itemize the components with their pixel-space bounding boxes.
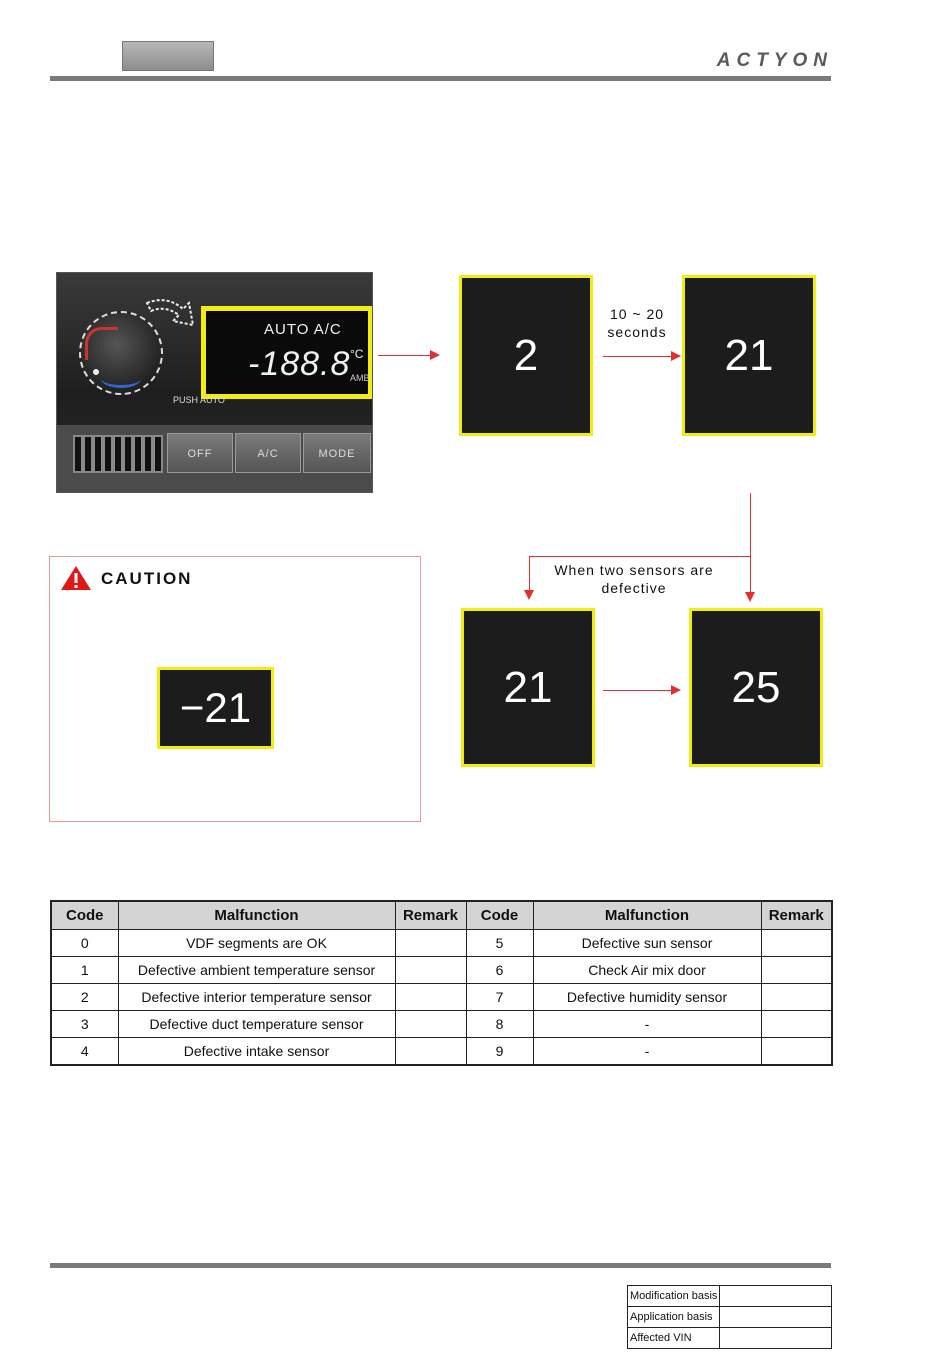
header-malfunction: Malfunction (533, 901, 761, 930)
table-row (51, 957, 832, 984)
arrow-head (745, 592, 755, 602)
table-row (51, 1011, 832, 1038)
delay-label-line1: 10 ~ 20 (609, 306, 665, 322)
code-display-branch-left (461, 608, 595, 767)
code-display-value: 2 (513, 330, 539, 380)
cell-malfunction: Check Air mix door (533, 957, 761, 984)
caution-example-display (157, 667, 274, 749)
cell-malfunction: Defective humidity sensor (533, 984, 761, 1011)
table-row (628, 1286, 832, 1307)
cell-malfunction: - (533, 1011, 761, 1038)
cell-remark (761, 984, 832, 1011)
branch-line-left (529, 556, 530, 592)
header-remark: Remark (395, 901, 466, 930)
cell-malfunction: Defective intake sensor (118, 1038, 395, 1066)
cell-code: 2 (51, 984, 118, 1011)
code-display-first (459, 275, 593, 436)
cell-code: 5 (466, 930, 533, 957)
table-row (628, 1328, 832, 1349)
branch-line-horizontal (529, 556, 751, 557)
delay-label (598, 305, 676, 341)
table-header-row (51, 901, 832, 930)
cell-malfunction: - (533, 1038, 761, 1066)
cell-remark (761, 1038, 832, 1066)
branch-label (540, 561, 728, 597)
lcd-digits: -188.8 (248, 345, 351, 383)
cell-code: 4 (51, 1038, 118, 1066)
info-label: Affected VIN (628, 1328, 720, 1349)
push-auto-label: PUSH AUTO (173, 395, 225, 405)
arrow-line (378, 355, 432, 356)
branch-line-right (750, 493, 751, 593)
off-button: OFF (167, 433, 233, 473)
table-row (51, 984, 832, 1011)
info-label: Modification basis (628, 1286, 720, 1307)
knob-cold-arc (101, 369, 141, 388)
code-display-branch-right (689, 608, 823, 767)
cell-remark (395, 984, 466, 1011)
mode-button: MODE (303, 433, 371, 473)
cell-code: 7 (466, 984, 533, 1011)
footer-rule (50, 1263, 831, 1268)
arrow-line (603, 690, 673, 691)
code-display-second (682, 275, 816, 436)
air-vent-grille (73, 435, 163, 473)
cell-malfunction: Defective interior temperature sensor (118, 984, 395, 1011)
code-display-value: 25 (731, 662, 781, 712)
cell-code: 6 (466, 957, 533, 984)
control-panel-photo (56, 272, 373, 493)
header-remark: Remark (761, 901, 832, 930)
lcd-amb-label: AMB (350, 373, 370, 383)
cell-remark (395, 1038, 466, 1066)
info-label: Application basis (628, 1307, 720, 1328)
warning-triangle-icon (60, 565, 92, 591)
header-code: Code (51, 901, 118, 930)
cell-code: 1 (51, 957, 118, 984)
press-arrow-icon (143, 295, 203, 329)
cell-remark (761, 930, 832, 957)
header-tab-graphic (122, 41, 214, 71)
code-display-value: 21 (503, 662, 553, 712)
branch-label-line1: When two sensors are (554, 562, 714, 578)
header-rule (50, 76, 831, 81)
info-value (720, 1286, 832, 1307)
malfunction-code-table (50, 900, 833, 1066)
arrow-head (671, 685, 681, 695)
cell-malfunction: Defective ambient temperature sensor (118, 957, 395, 984)
table-row (51, 930, 832, 957)
lcd-display-highlight (201, 306, 373, 399)
cell-code: 9 (466, 1038, 533, 1066)
info-value (720, 1328, 832, 1349)
cell-malfunction: Defective duct temperature sensor (118, 1011, 395, 1038)
knob-hot-arc (85, 327, 118, 360)
knob-indicator-dot (93, 369, 99, 375)
cell-remark (761, 957, 832, 984)
cell-malfunction: VDF segments are OK (118, 930, 395, 957)
delay-label-line2: seconds (607, 324, 667, 340)
brand-logo: ACTYON (716, 50, 833, 71)
arrow-head (524, 590, 534, 600)
info-value (720, 1307, 832, 1328)
lcd-unit: °C (350, 347, 364, 361)
cell-remark (761, 1011, 832, 1038)
cell-remark (395, 930, 466, 957)
cell-code: 8 (466, 1011, 533, 1038)
lcd-mode-text: AUTO A/C (264, 321, 342, 338)
caution-title: CAUTION (101, 569, 193, 588)
branch-label-line2: defective (601, 580, 667, 596)
ac-button: A/C (235, 433, 301, 473)
header-malfunction: Malfunction (118, 901, 395, 930)
arrow-head (671, 351, 681, 361)
code-display-value: 21 (724, 330, 774, 380)
arrow-head (430, 350, 440, 360)
table-row (628, 1307, 832, 1328)
table-row (51, 1038, 832, 1066)
cell-malfunction: Defective sun sensor (533, 930, 761, 957)
header-code: Code (466, 901, 533, 930)
cell-code: 0 (51, 930, 118, 957)
cell-remark (395, 1011, 466, 1038)
revision-info-table (627, 1285, 832, 1349)
code-display-value: −21 (179, 684, 252, 731)
arrow-line (603, 356, 673, 357)
cell-remark (395, 957, 466, 984)
caution-box (49, 556, 421, 822)
cell-code: 3 (51, 1011, 118, 1038)
